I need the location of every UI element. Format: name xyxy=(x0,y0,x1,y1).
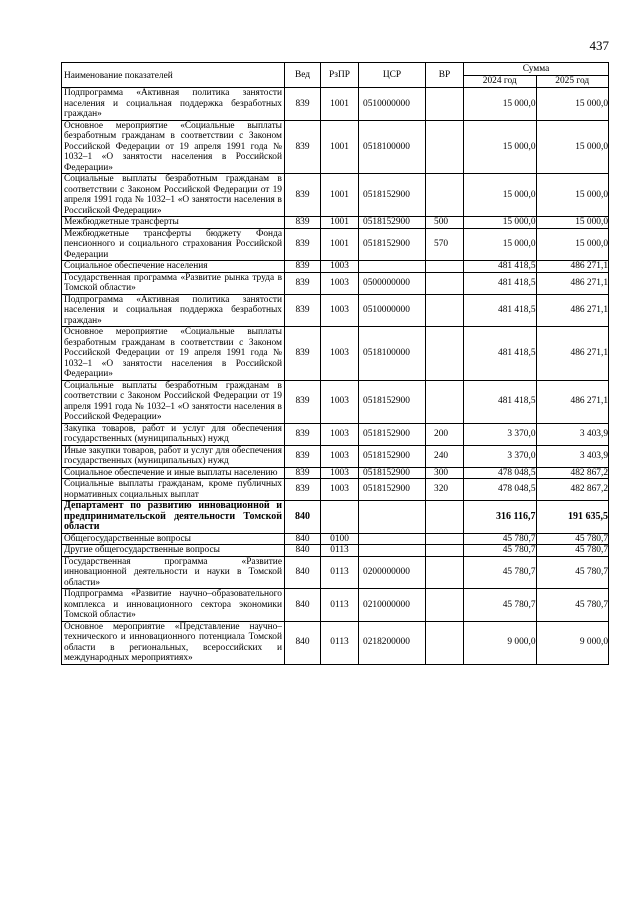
cell-sum-2024: 15 000,0 xyxy=(464,228,537,261)
cell-ved: 839 xyxy=(285,445,321,467)
cell-vr xyxy=(426,327,464,381)
cell-vr xyxy=(426,556,464,589)
cell-name: Подпрограмма «Активная политика занятости населения и социальная поддержка безработных граждан» xyxy=(62,88,285,121)
cell-name: Подпрограмма «Активная политика занятости населения и социальная поддержка безработных граждан» xyxy=(62,294,285,327)
cell-sum-2024: 45 780,7 xyxy=(464,533,537,545)
cell-name: Основное мероприятие «Представление научно–технического и инновационного потенциала Томской области в региональных, всероссийских и международных мероприятиях» xyxy=(62,621,285,664)
cell-csr: 0518100000 xyxy=(359,120,426,174)
cell-rzpr: 0113 xyxy=(321,545,359,557)
table-row xyxy=(62,479,609,501)
cell-sum-2025: 15 000,0 xyxy=(536,228,609,261)
cell-ved: 839 xyxy=(285,228,321,261)
cell-vr xyxy=(426,120,464,174)
cell-rzpr: 1001 xyxy=(321,217,359,229)
cell-rzpr: 1003 xyxy=(321,327,359,381)
cell-sum-2025: 486 271,1 xyxy=(536,294,609,327)
cell-ved: 839 xyxy=(285,467,321,479)
cell-name: Государственная программа «Развитие рынка труда в Томской области» xyxy=(62,272,285,294)
cell-rzpr: 1001 xyxy=(321,88,359,121)
cell-csr: 0518152900 xyxy=(359,380,426,423)
cell-sum-2024: 15 000,0 xyxy=(464,88,537,121)
cell-sum-2025: 486 271,1 xyxy=(536,272,609,294)
cell-name: Закупка товаров, работ и услуг для обеспечения государственных (муниципальных) нужд xyxy=(62,423,285,445)
cell-sum-2025: 15 000,0 xyxy=(536,88,609,121)
budget-table xyxy=(61,62,609,665)
cell-vr xyxy=(426,501,464,534)
table-row xyxy=(62,501,609,534)
cell-csr: 0518152900 xyxy=(359,228,426,261)
cell-name: Государственная программа «Развитие инновационной деятельности и науки в Томской области» xyxy=(62,556,285,589)
cell-rzpr: 1003 xyxy=(321,479,359,501)
cell-sum-2025: 15 000,0 xyxy=(536,120,609,174)
table-row xyxy=(62,228,609,261)
cell-rzpr xyxy=(321,501,359,534)
header-ved: Вед xyxy=(285,63,321,88)
cell-ved: 840 xyxy=(285,621,321,664)
cell-rzpr: 1001 xyxy=(321,120,359,174)
cell-csr: 0210000000 xyxy=(359,589,426,622)
cell-vr: 570 xyxy=(426,228,464,261)
cell-vr xyxy=(426,380,464,423)
cell-rzpr: 1003 xyxy=(321,272,359,294)
header-csr: ЦСР xyxy=(359,63,426,88)
cell-sum-2025: 3 403,9 xyxy=(536,423,609,445)
cell-sum-2025: 45 780,7 xyxy=(536,556,609,589)
cell-name: Общегосударственные вопросы xyxy=(62,533,285,545)
header-sum: Сумма xyxy=(464,63,609,76)
cell-vr xyxy=(426,272,464,294)
table-row xyxy=(62,621,609,664)
table-row xyxy=(62,327,609,381)
cell-sum-2024: 481 418,5 xyxy=(464,272,537,294)
cell-csr: 0518152900 xyxy=(359,217,426,229)
cell-sum-2025: 45 780,7 xyxy=(536,545,609,557)
cell-rzpr: 1003 xyxy=(321,423,359,445)
cell-name: Межбюджетные трансферты xyxy=(62,217,285,229)
cell-vr xyxy=(426,545,464,557)
cell-rzpr: 1003 xyxy=(321,445,359,467)
cell-ved: 839 xyxy=(285,423,321,445)
table-row xyxy=(62,120,609,174)
cell-rzpr: 1003 xyxy=(321,467,359,479)
header-year-2024: 2024 год xyxy=(464,76,537,88)
cell-name: Социальные выплаты безработным гражданам в соответствии с Законом Российской Федерации от 19 апреля 1991 года № 1032–1 «О занятости населения в Российской Федерации» xyxy=(62,380,285,423)
cell-vr xyxy=(426,589,464,622)
page-number: 437 xyxy=(589,38,609,53)
cell-name: Другие общегосударственные вопросы xyxy=(62,545,285,557)
cell-sum-2024: 45 780,7 xyxy=(464,545,537,557)
cell-sum-2025: 191 635,5 xyxy=(536,501,609,534)
cell-sum-2025: 15 000,0 xyxy=(536,174,609,217)
table-row xyxy=(62,261,609,273)
cell-csr: 0518100000 xyxy=(359,327,426,381)
table-row xyxy=(62,380,609,423)
cell-name: Департамент по развитию инновационной и предпринимательской деятельности Томской области xyxy=(62,501,285,534)
cell-sum-2025: 482 867,2 xyxy=(536,467,609,479)
cell-vr xyxy=(426,533,464,545)
table-body xyxy=(62,88,609,665)
cell-csr: 0218200000 xyxy=(359,621,426,664)
cell-ved: 839 xyxy=(285,88,321,121)
cell-vr: 300 xyxy=(426,467,464,479)
table-row xyxy=(62,217,609,229)
cell-sum-2024: 15 000,0 xyxy=(464,174,537,217)
cell-vr xyxy=(426,621,464,664)
table-row xyxy=(62,423,609,445)
table-row xyxy=(62,533,609,545)
cell-name: Социальное обеспечение населения xyxy=(62,261,285,273)
cell-name: Межбюджетные трансферты бюджету Фонда пенсионного и социального страхования Российской Федерации xyxy=(62,228,285,261)
cell-rzpr: 0113 xyxy=(321,556,359,589)
cell-vr xyxy=(426,88,464,121)
cell-ved: 839 xyxy=(285,272,321,294)
cell-ved: 840 xyxy=(285,501,321,534)
cell-sum-2024: 3 370,0 xyxy=(464,445,537,467)
cell-sum-2025: 45 780,7 xyxy=(536,589,609,622)
cell-vr: 240 xyxy=(426,445,464,467)
cell-ved: 840 xyxy=(285,545,321,557)
cell-rzpr: 1003 xyxy=(321,294,359,327)
cell-ved: 840 xyxy=(285,589,321,622)
table-row xyxy=(62,589,609,622)
cell-ved: 839 xyxy=(285,479,321,501)
cell-ved: 839 xyxy=(285,380,321,423)
cell-csr xyxy=(359,545,426,557)
cell-sum-2025: 3 403,9 xyxy=(536,445,609,467)
cell-ved: 840 xyxy=(285,533,321,545)
header-rzpr: РзПР xyxy=(321,63,359,88)
cell-csr: 0200000000 xyxy=(359,556,426,589)
cell-csr: 0510000000 xyxy=(359,88,426,121)
cell-ved: 839 xyxy=(285,261,321,273)
cell-sum-2024: 481 418,5 xyxy=(464,380,537,423)
cell-csr: 0518152900 xyxy=(359,174,426,217)
cell-csr: 0518152900 xyxy=(359,423,426,445)
cell-csr xyxy=(359,533,426,545)
cell-name: Социальные выплаты гражданам, кроме публичных нормативных социальных выплат xyxy=(62,479,285,501)
cell-name: Социальные выплаты безработным гражданам в соответствии с Законом Российской Федерации от 19 апреля 1991 года № 1032–1 «О занятости населения в Российской Федерации» xyxy=(62,174,285,217)
cell-rzpr: 0100 xyxy=(321,533,359,545)
header-vr: ВР xyxy=(426,63,464,88)
cell-ved: 840 xyxy=(285,556,321,589)
cell-name: Основное мероприятие «Социальные выплаты безработным гражданам в соответствии с Законом Российской Федерации от 19 апреля 1991 года № 1032–1 «О занятости населения в Российской Федерации» xyxy=(62,120,285,174)
table-row xyxy=(62,174,609,217)
cell-ved: 839 xyxy=(285,174,321,217)
cell-vr xyxy=(426,174,464,217)
cell-sum-2024: 481 418,5 xyxy=(464,261,537,273)
cell-csr: 0518152900 xyxy=(359,445,426,467)
cell-sum-2025: 486 271,1 xyxy=(536,380,609,423)
cell-vr: 200 xyxy=(426,423,464,445)
cell-ved: 839 xyxy=(285,294,321,327)
cell-rzpr: 1003 xyxy=(321,380,359,423)
cell-name: Иные закупки товаров, работ и услуг для обеспечения государственных (муниципальных) нужд xyxy=(62,445,285,467)
cell-sum-2024: 481 418,5 xyxy=(464,327,537,381)
cell-rzpr: 1003 xyxy=(321,261,359,273)
cell-sum-2025: 9 000,0 xyxy=(536,621,609,664)
cell-vr xyxy=(426,294,464,327)
cell-vr: 320 xyxy=(426,479,464,501)
cell-sum-2024: 478 048,5 xyxy=(464,479,537,501)
cell-sum-2024: 481 418,5 xyxy=(464,294,537,327)
cell-sum-2024: 15 000,0 xyxy=(464,217,537,229)
cell-sum-2024: 316 116,7 xyxy=(464,501,537,534)
header-name: Наименование показателей xyxy=(62,63,285,88)
cell-sum-2025: 482 867,2 xyxy=(536,479,609,501)
cell-rzpr: 0113 xyxy=(321,621,359,664)
cell-rzpr: 0113 xyxy=(321,589,359,622)
cell-csr: 0510000000 xyxy=(359,294,426,327)
cell-csr: 0518152900 xyxy=(359,467,426,479)
table-row xyxy=(62,467,609,479)
cell-ved: 839 xyxy=(285,327,321,381)
cell-sum-2024: 9 000,0 xyxy=(464,621,537,664)
cell-csr xyxy=(359,501,426,534)
table-row xyxy=(62,556,609,589)
table-row xyxy=(62,272,609,294)
table-row xyxy=(62,445,609,467)
cell-sum-2025: 15 000,0 xyxy=(536,217,609,229)
cell-name: Социальное обеспечение и иные выплаты населению xyxy=(62,467,285,479)
cell-sum-2025: 486 271,1 xyxy=(536,261,609,273)
cell-sum-2025: 45 780,7 xyxy=(536,533,609,545)
table-row xyxy=(62,545,609,557)
cell-csr xyxy=(359,261,426,273)
cell-sum-2024: 45 780,7 xyxy=(464,589,537,622)
cell-ved: 839 xyxy=(285,217,321,229)
cell-ved: 839 xyxy=(285,120,321,174)
cell-csr: 0500000000 xyxy=(359,272,426,294)
header-year-2025: 2025 год xyxy=(536,76,609,88)
cell-sum-2024: 45 780,7 xyxy=(464,556,537,589)
cell-vr: 500 xyxy=(426,217,464,229)
table-row xyxy=(62,294,609,327)
header-row xyxy=(62,63,609,76)
cell-name: Основное мероприятие «Социальные выплаты безработным гражданам в соответствии с Законом Российской Федерации от 19 апреля 1991 года № 1032–1 «О занятости населения в Российской Федерации» xyxy=(62,327,285,381)
cell-sum-2024: 3 370,0 xyxy=(464,423,537,445)
cell-rzpr: 1001 xyxy=(321,228,359,261)
table-row xyxy=(62,88,609,121)
cell-sum-2024: 15 000,0 xyxy=(464,120,537,174)
cell-rzpr: 1001 xyxy=(321,174,359,217)
cell-csr: 0518152900 xyxy=(359,479,426,501)
cell-name: Подпрограмма «Развитие научно–образовательного комплекса и инновационного сектора экономики Томской области» xyxy=(62,589,285,622)
cell-sum-2024: 478 048,5 xyxy=(464,467,537,479)
cell-sum-2025: 486 271,1 xyxy=(536,327,609,381)
cell-vr xyxy=(426,261,464,273)
